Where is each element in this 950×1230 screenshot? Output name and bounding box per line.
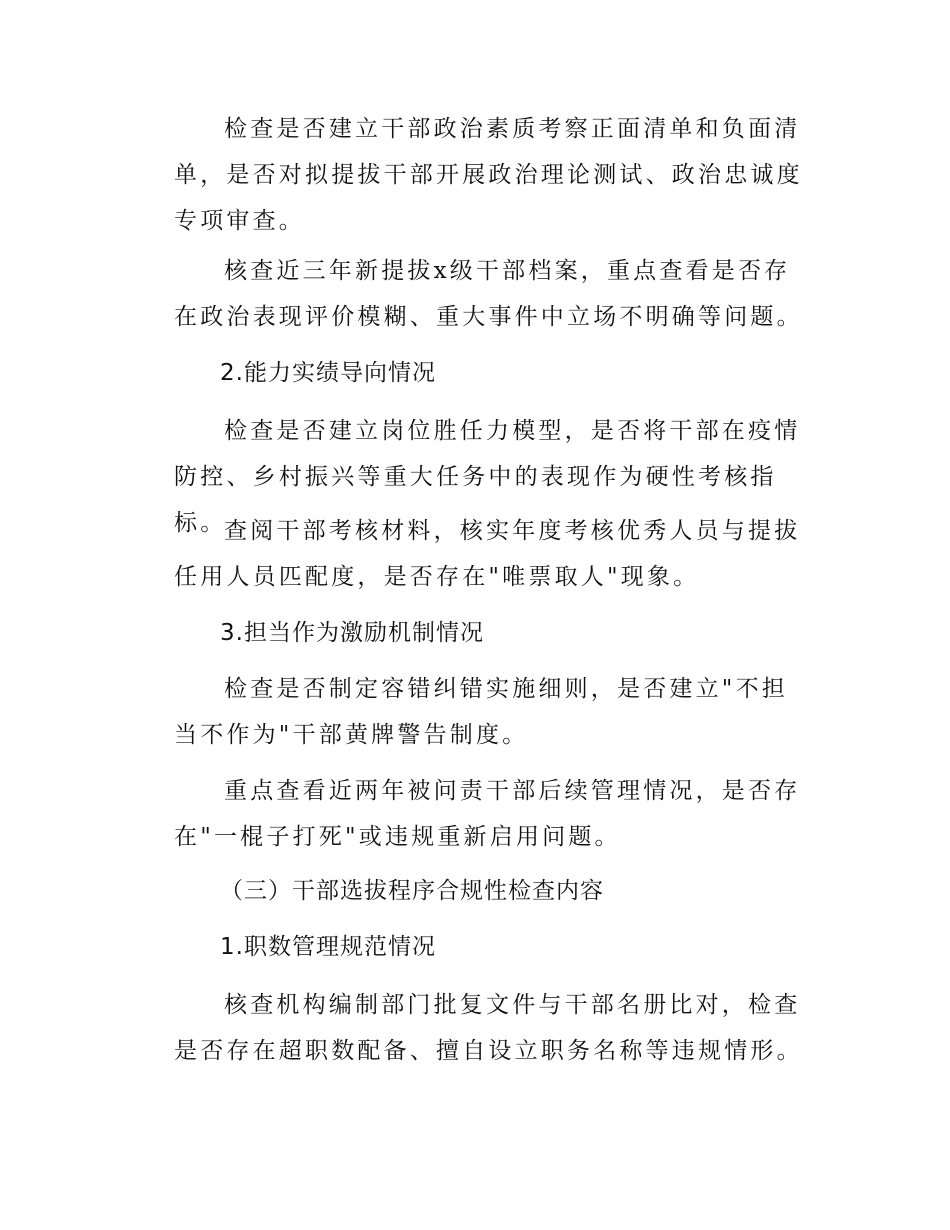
paragraph-assessment-materials: 查阅干部考核材料，核实年度考核优秀人员与提拔任用人员匹配度，是否存在"唯票取人"现象。 bbox=[174, 518, 801, 590]
paragraph-cadre-file-review: 核查近三年新提拔x级干部档案，重点查看是否存在政治表现评价模糊、重大事件中立场不明确等问题。 bbox=[174, 258, 803, 330]
heading-position-quota-management: 1.职数管理规范情况 bbox=[220, 934, 436, 960]
paragraph-staffing-approval-check: 核查机构编制部门批复文件与干部名册比对，检查是否存在超职数配备、擅自设立职务名称等违规情形。 bbox=[174, 992, 803, 1064]
paragraph-accountability-follow-up: 重点查看近两年被问责干部后续管理情况，是否存在"一棍子打死"或违规重新启用问题。 bbox=[174, 778, 801, 850]
paragraph-competency-model: 检查是否建立岗位胜任力模型，是否将干部在疫情防控、乡村振兴等重大任务中的表现作为硬性考核指标。 bbox=[174, 418, 801, 536]
paragraph-political-quality-check: 检查是否建立干部政治素质考察正面清单和负面清单，是否对拟提拔干部开展政治理论测试、政治忠诚度专项审查。 bbox=[174, 116, 803, 234]
heading-ability-performance: 2.能力实绩导向情况 bbox=[220, 360, 436, 386]
paragraph-error-tolerance-rules: 检查是否制定容错纠错实施细则，是否建立"不担当不作为"干部黄牌警告制度。 bbox=[174, 676, 788, 748]
heading-incentive-mechanism: 3.担当作为激励机制情况 bbox=[220, 620, 484, 646]
section-heading-selection-procedure: （三）干部选拔程序合规性检查内容 bbox=[220, 878, 604, 904]
